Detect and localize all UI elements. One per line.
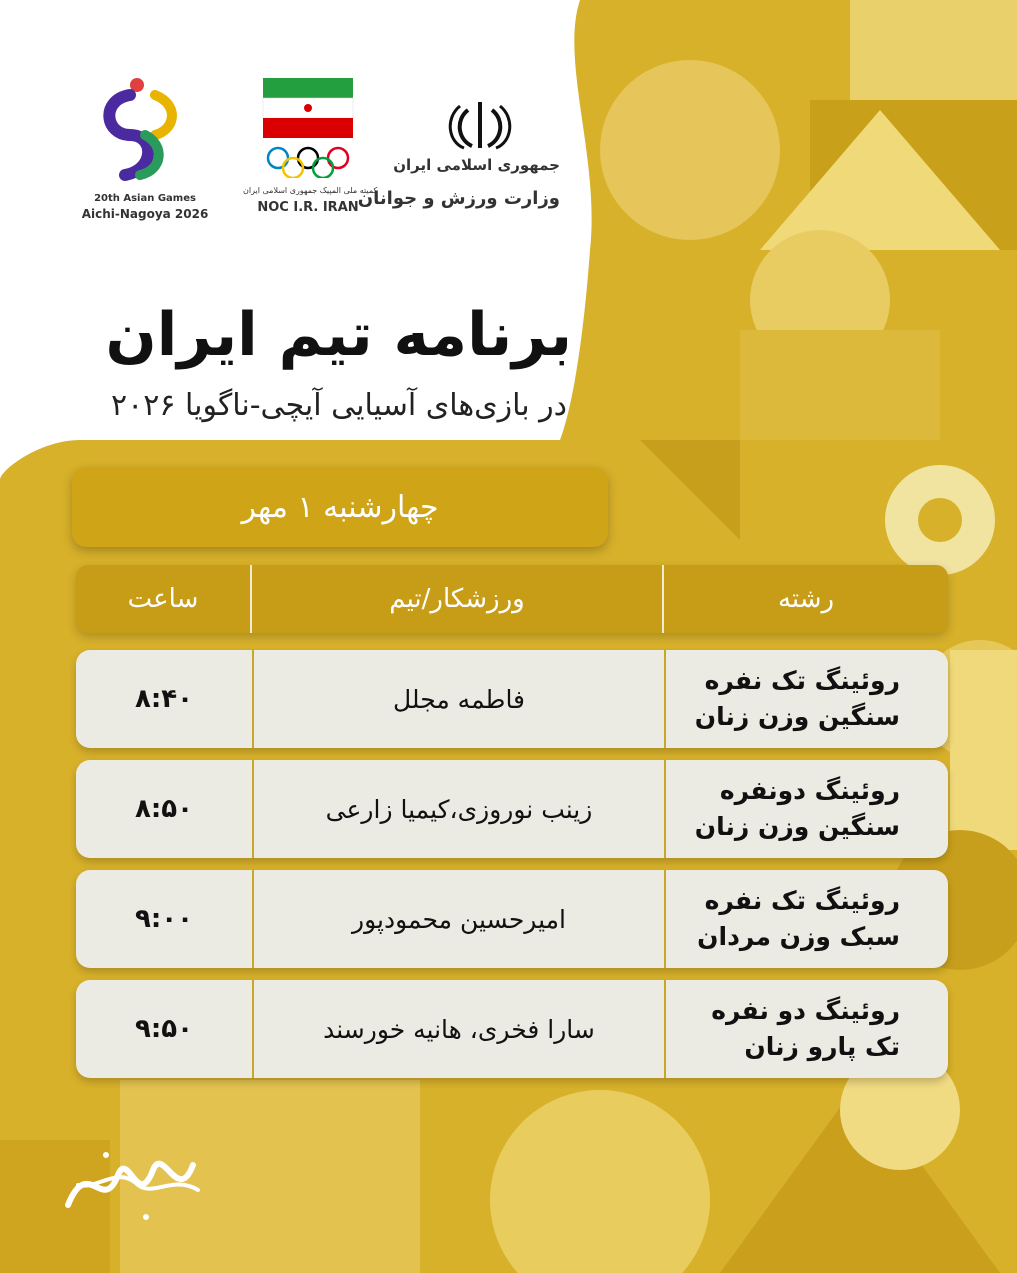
discipline-cell bbox=[664, 760, 948, 858]
discipline-cell bbox=[664, 650, 948, 748]
page-title: برنامه تیم ایران bbox=[105, 300, 572, 370]
asian-games-emblem-icon bbox=[85, 75, 205, 185]
time-cell: ۸:۴۰ bbox=[134, 684, 193, 714]
discipline-line2: سبک وزن مردان bbox=[697, 922, 900, 951]
athlete-cell: امیرحسین محمودپور bbox=[252, 870, 664, 968]
asian-games-logo bbox=[81, 75, 209, 225]
discipline-line2: سنگین وزن زنان bbox=[694, 702, 900, 731]
page-subtitle: در بازی‌های آسیایی آیچی-ناگویا ۲۰۲۶ bbox=[110, 388, 567, 423]
athlete-cell: فاطمه مجلل bbox=[252, 650, 664, 748]
table-row bbox=[76, 980, 948, 1078]
ministry-line1: جمهوری اسلامی ایران bbox=[393, 156, 560, 174]
table-header bbox=[76, 565, 948, 633]
athlete-cell: زینب نوروزی،کیمیا زارعی bbox=[252, 760, 664, 858]
discipline-line2: تک پارو زنان bbox=[744, 1032, 900, 1061]
noc-persian-caption: کمیته ملی المپیک جمهوری اسلامی ایران bbox=[243, 186, 378, 195]
table-row bbox=[76, 650, 948, 748]
calligraphy-logo-icon bbox=[58, 1135, 208, 1225]
ministry-logo bbox=[357, 100, 560, 220]
time-cell: ۹:۵۰ bbox=[134, 1014, 193, 1044]
noc-caption: NOC I.R. IRAN bbox=[257, 200, 359, 215]
discipline-line1: روئینگ تک نفره bbox=[704, 666, 900, 695]
iran-ghahreman-logo bbox=[58, 1135, 208, 1225]
discipline-cell bbox=[664, 980, 948, 1078]
header-athlete: ورزشکار/تیم bbox=[250, 565, 662, 633]
discipline-line1: روئینگ تک نفره bbox=[704, 886, 900, 915]
time-cell: ۸:۵۰ bbox=[134, 794, 193, 824]
ministry-line2: وزارت ورزش و جوانان bbox=[357, 188, 560, 209]
asian-games-line1: 20th Asian Games bbox=[94, 193, 196, 204]
discipline-cell bbox=[664, 870, 948, 968]
noc-logo bbox=[243, 78, 378, 223]
asian-games-line2: Aichi-Nagoya 2026 bbox=[81, 207, 209, 221]
header-time: ساعت bbox=[127, 584, 199, 614]
discipline-line1: روئینگ دو نفره bbox=[711, 996, 900, 1025]
iran-flag-olympic-rings-icon bbox=[258, 78, 358, 178]
iran-emblem-icon bbox=[400, 100, 560, 150]
discipline-line2: سنگین وزن زنان bbox=[694, 812, 900, 841]
table-row bbox=[76, 870, 948, 968]
athlete-cell: سارا فخری، هانیه خورسند bbox=[252, 980, 664, 1078]
header-discipline: رشته bbox=[662, 565, 948, 633]
discipline-line1: روئینگ دونفره bbox=[719, 776, 900, 805]
time-cell: ۹:۰۰ bbox=[134, 904, 193, 934]
date-banner: چهارشنبه ۱ مهر bbox=[72, 467, 608, 547]
table-row bbox=[76, 760, 948, 858]
